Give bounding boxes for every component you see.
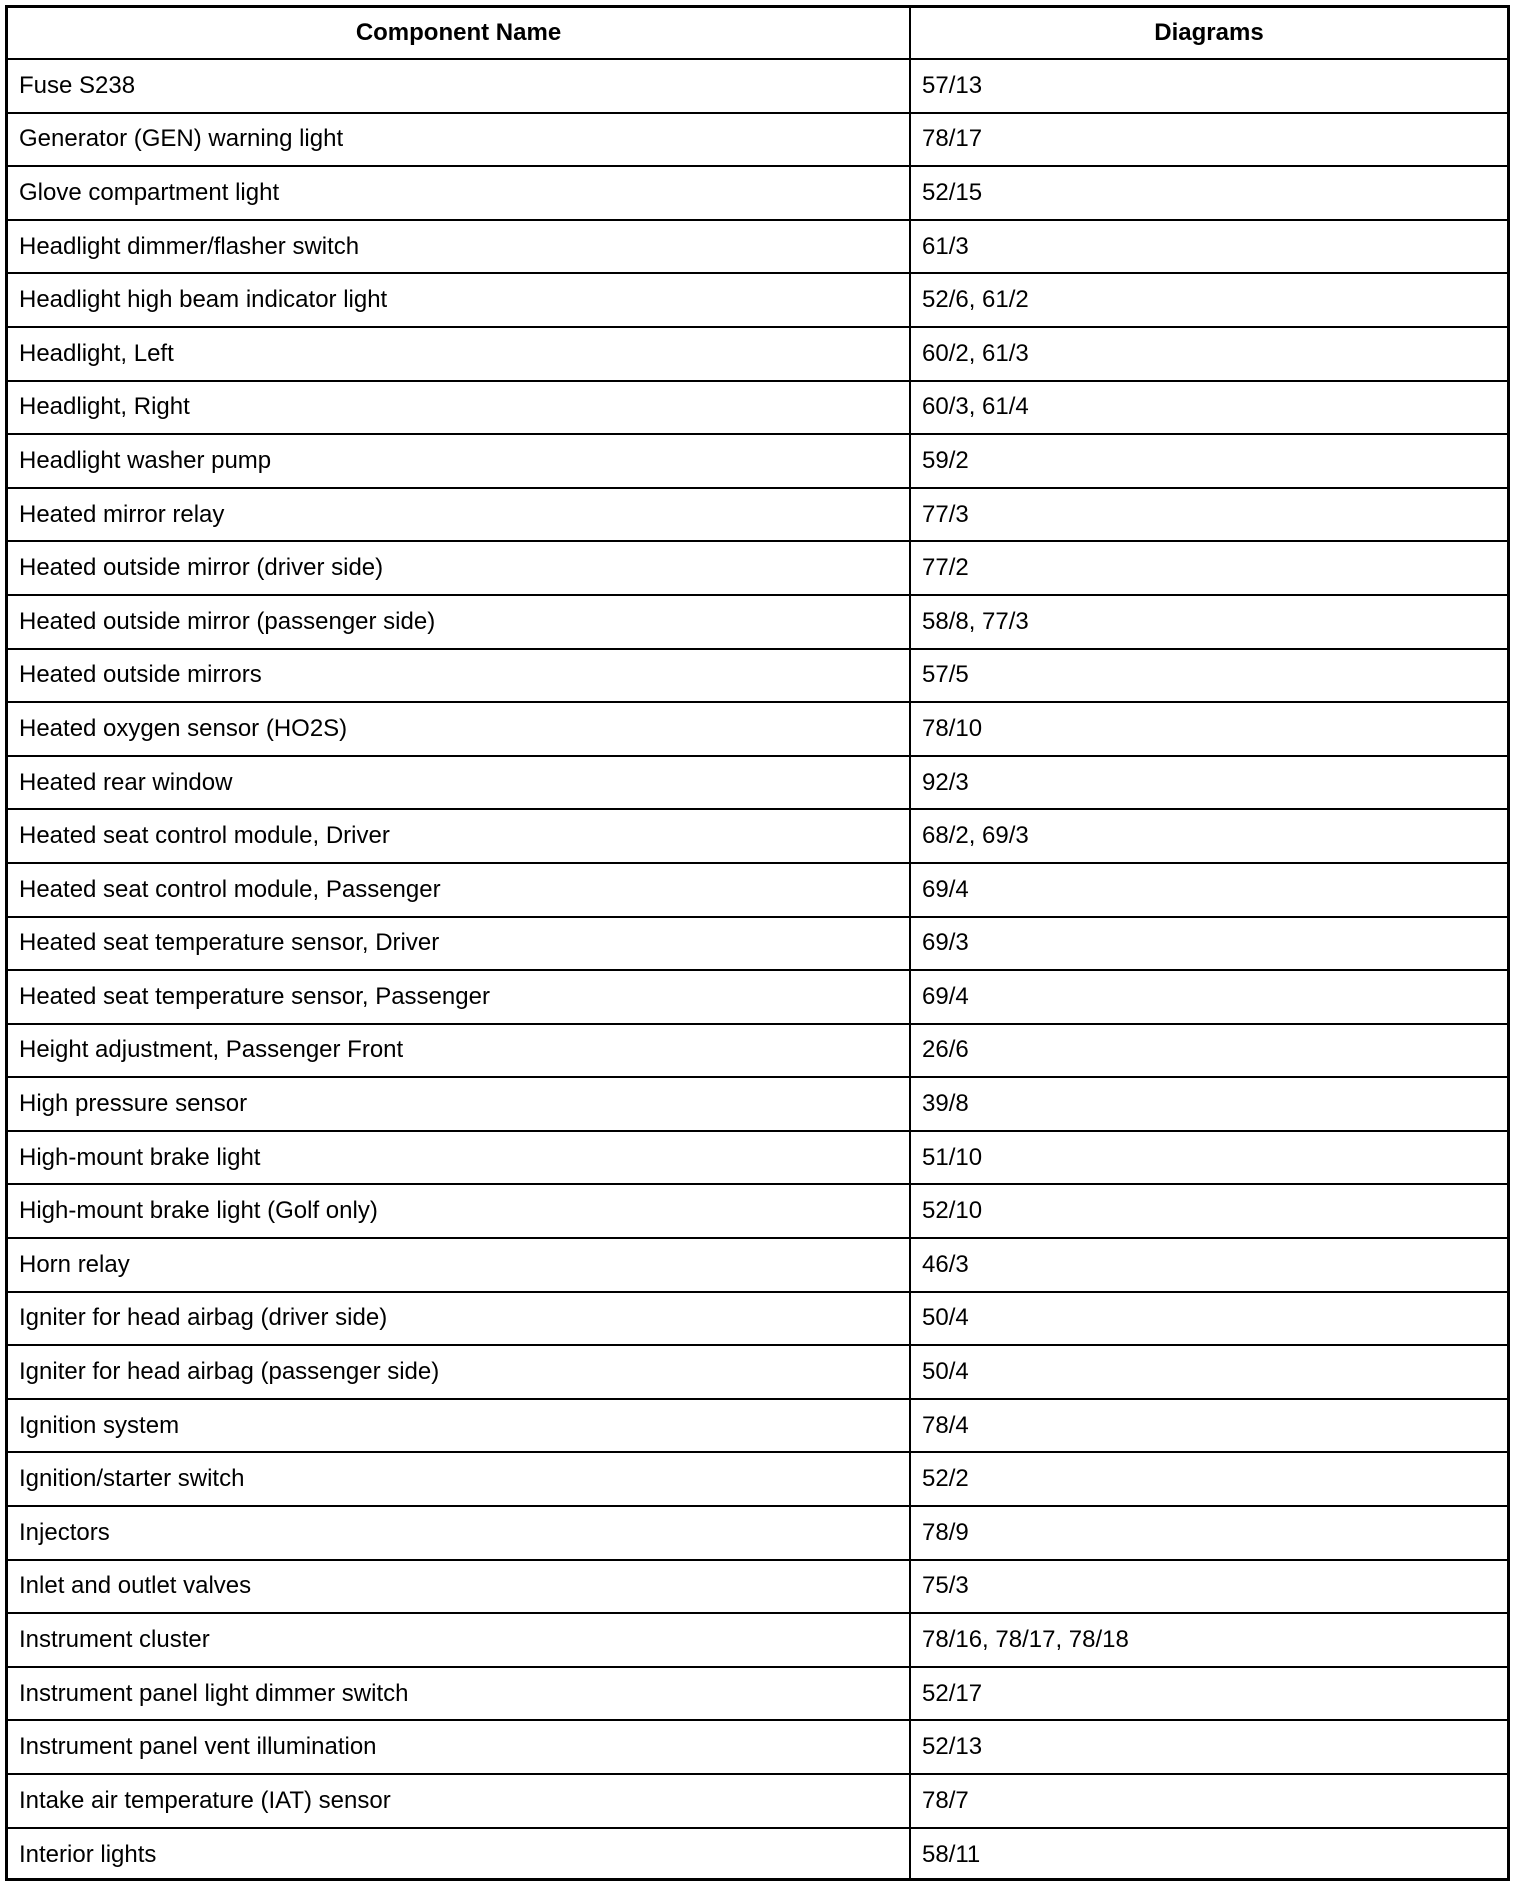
table-row <box>8 113 1507 167</box>
table-row <box>8 541 1507 595</box>
table-header <box>8 8 1507 59</box>
diagrams-cell: 52/10 <box>910 1184 1507 1238</box>
diagrams-cell: 78/16, 78/17, 78/18 <box>910 1613 1507 1667</box>
table-row <box>8 1077 1507 1131</box>
component-name-cell: Ignition/starter switch <box>8 1452 910 1506</box>
table-row <box>8 1720 1507 1774</box>
diagrams-cell: 69/4 <box>910 863 1507 917</box>
component-name-cell: High pressure sensor <box>8 1077 910 1131</box>
diagrams-cell: 77/2 <box>910 541 1507 595</box>
diagrams-cell: 46/3 <box>910 1238 1507 1292</box>
diagrams-cell: 60/2, 61/3 <box>910 327 1507 381</box>
table-row <box>8 1613 1507 1667</box>
table-row <box>8 702 1507 756</box>
table-body <box>8 59 1507 1881</box>
component-name-cell: Igniter for head airbag (passenger side) <box>8 1345 910 1399</box>
diagrams-cell: 69/3 <box>910 917 1507 971</box>
table-row <box>8 220 1507 274</box>
diagrams-cell: 51/10 <box>910 1131 1507 1185</box>
table-row <box>8 1024 1507 1078</box>
header-row <box>8 8 1507 59</box>
component-name-cell: Heated seat temperature sensor, Passenger <box>8 970 910 1024</box>
table-row <box>8 649 1507 703</box>
component-name-cell: Glove compartment light <box>8 166 910 220</box>
diagrams-cell: 52/2 <box>910 1452 1507 1506</box>
component-name-cell: Headlight high beam indicator light <box>8 273 910 327</box>
table-row <box>8 595 1507 649</box>
component-name-cell: Ignition system <box>8 1399 910 1453</box>
component-name-cell: Horn relay <box>8 1238 910 1292</box>
table-row <box>8 166 1507 220</box>
component-name-cell: Headlight washer pump <box>8 434 910 488</box>
component-name-cell: Heated seat temperature sensor, Driver <box>8 917 910 971</box>
table-row <box>8 1345 1507 1399</box>
diagrams-cell: 77/3 <box>910 488 1507 542</box>
component-name-cell: Heated seat control module, Driver <box>8 809 910 863</box>
table-row <box>8 1399 1507 1453</box>
component-name-cell: Instrument panel vent illumination <box>8 1720 910 1774</box>
table-row <box>8 434 1507 488</box>
table-row <box>8 1452 1507 1506</box>
component-name-cell: Heated outside mirror (driver side) <box>8 541 910 595</box>
diagrams-cell: 57/13 <box>910 59 1507 113</box>
table-row <box>8 1828 1507 1882</box>
diagrams-cell: 60/3, 61/4 <box>910 381 1507 435</box>
diagrams-cell: 52/6, 61/2 <box>910 273 1507 327</box>
table-row <box>8 1667 1507 1721</box>
diagrams-cell: 39/8 <box>910 1077 1507 1131</box>
component-name-cell: Generator (GEN) warning light <box>8 113 910 167</box>
component-name-cell: Heated oxygen sensor (HO2S) <box>8 702 910 756</box>
diagrams-cell: 78/4 <box>910 1399 1507 1453</box>
table-row <box>8 381 1507 435</box>
diagrams-cell: 61/3 <box>910 220 1507 274</box>
component-name-cell: Headlight, Left <box>8 327 910 381</box>
table-row <box>8 273 1507 327</box>
component-name-cell: Inlet and outlet valves <box>8 1560 910 1614</box>
table-row <box>8 863 1507 917</box>
component-name-cell: Igniter for head airbag (driver side) <box>8 1292 910 1346</box>
component-name-cell: High-mount brake light <box>8 1131 910 1185</box>
component-name-cell: Headlight dimmer/flasher switch <box>8 220 910 274</box>
column-header-diagrams: Diagrams <box>910 8 1507 59</box>
table-row <box>8 809 1507 863</box>
table-row <box>8 1774 1507 1828</box>
diagrams-cell: 50/4 <box>910 1292 1507 1346</box>
diagrams-cell: 50/4 <box>910 1345 1507 1399</box>
component-name-cell: Intake air temperature (IAT) sensor <box>8 1774 910 1828</box>
table-row <box>8 917 1507 971</box>
component-name-cell: Heated outside mirror (passenger side) <box>8 595 910 649</box>
table-row <box>8 1560 1507 1614</box>
component-index-table <box>8 8 1507 1881</box>
component-name-cell: High-mount brake light (Golf only) <box>8 1184 910 1238</box>
table-row <box>8 1184 1507 1238</box>
component-name-cell: Heated seat control module, Passenger <box>8 863 910 917</box>
table-row <box>8 1131 1507 1185</box>
component-name-cell: Heated rear window <box>8 756 910 810</box>
component-name-cell: Fuse S238 <box>8 59 910 113</box>
table-row <box>8 59 1507 113</box>
diagrams-cell: 69/4 <box>910 970 1507 1024</box>
table-row <box>8 970 1507 1024</box>
diagrams-cell: 58/11 <box>910 1828 1507 1882</box>
component-name-cell: Height adjustment, Passenger Front <box>8 1024 910 1078</box>
component-name-cell: Heated outside mirrors <box>8 649 910 703</box>
diagrams-cell: 68/2, 69/3 <box>910 809 1507 863</box>
table-row <box>8 756 1507 810</box>
diagrams-cell: 52/17 <box>910 1667 1507 1721</box>
table-row <box>8 1506 1507 1560</box>
diagrams-cell: 26/6 <box>910 1024 1507 1078</box>
table-row <box>8 1238 1507 1292</box>
diagrams-cell: 57/5 <box>910 649 1507 703</box>
diagrams-cell: 78/7 <box>910 1774 1507 1828</box>
component-name-cell: Interior lights <box>8 1828 910 1882</box>
diagrams-cell: 75/3 <box>910 1560 1507 1614</box>
table-row <box>8 1292 1507 1346</box>
diagrams-cell: 52/13 <box>910 1720 1507 1774</box>
component-name-cell: Injectors <box>8 1506 910 1560</box>
table-row <box>8 488 1507 542</box>
diagrams-cell: 78/10 <box>910 702 1507 756</box>
table-row <box>8 327 1507 381</box>
diagrams-cell: 78/9 <box>910 1506 1507 1560</box>
component-name-cell: Headlight, Right <box>8 381 910 435</box>
diagrams-cell: 58/8, 77/3 <box>910 595 1507 649</box>
component-index-table-frame <box>5 5 1510 1881</box>
component-name-cell: Heated mirror relay <box>8 488 910 542</box>
diagrams-cell: 52/15 <box>910 166 1507 220</box>
diagrams-cell: 59/2 <box>910 434 1507 488</box>
component-name-cell: Instrument panel light dimmer switch <box>8 1667 910 1721</box>
diagrams-cell: 92/3 <box>910 756 1507 810</box>
diagrams-cell: 78/17 <box>910 113 1507 167</box>
component-name-cell: Instrument cluster <box>8 1613 910 1667</box>
column-header-component-name: Component Name <box>8 8 910 59</box>
